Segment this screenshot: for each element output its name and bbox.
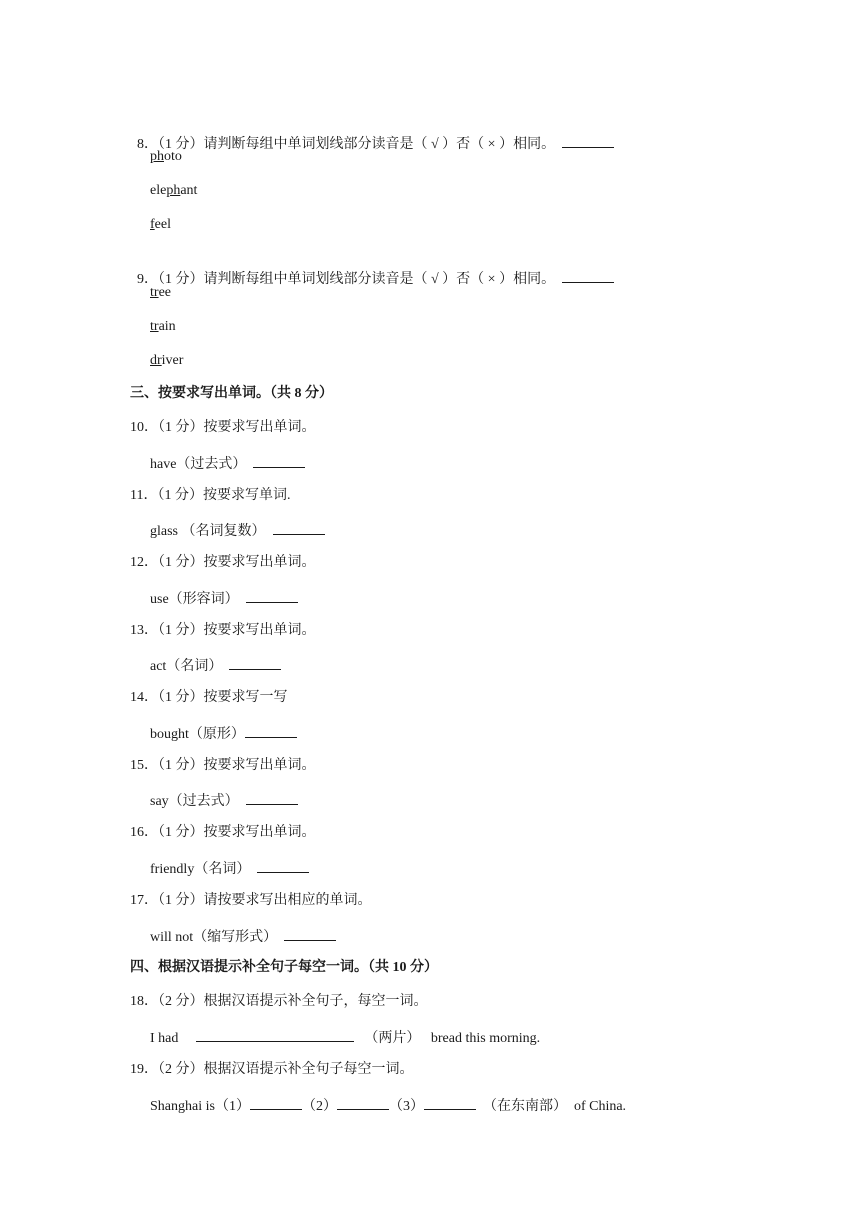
answer-blank[interactable]	[562, 133, 614, 148]
question-19: 19．（2 分）根据汉语提示补全句子每空一词。	[130, 1062, 414, 1077]
section-heading-3: 三、按要求写出单词。（共 8 分）	[130, 386, 333, 401]
answer-blank[interactable]	[273, 520, 325, 535]
answer-blank[interactable]	[257, 858, 309, 873]
question-15: 15．（1 分）按要求写出单词。	[130, 758, 316, 773]
question-14: 14．（1 分）按要求写一写	[130, 690, 288, 705]
sentence-line: I had （两片） bread this morning.	[150, 1027, 540, 1048]
answer-blank[interactable]	[245, 723, 297, 738]
answer-blank[interactable]	[246, 588, 298, 603]
question-number: 8．	[137, 137, 158, 152]
question-text: （1 分）请判断每组中单词划线部分读音是（ √ ）否（ × ）相同。	[158, 272, 556, 287]
question-13: 13．（1 分）按要求写出单词。	[130, 623, 316, 638]
word-prompt: bought（原形）	[150, 723, 297, 744]
sentence-line: Shanghai is（1） （2） （3） （在东南部） of China.	[150, 1095, 626, 1116]
word-prompt: use（形容词）	[150, 588, 298, 609]
answer-blank-1[interactable]	[250, 1095, 302, 1110]
answer-blank[interactable]	[253, 453, 305, 468]
answer-blank-3[interactable]	[424, 1095, 476, 1110]
underlined-part: f	[150, 217, 155, 232]
word-prompt: will not（缩写形式）	[150, 926, 336, 947]
word-item: photo	[150, 149, 182, 164]
question-8	[130, 115, 614, 154]
section-heading-4: 四、根据汉语提示补全句子每空一词。（共 10 分）	[130, 960, 438, 975]
word-prompt: have（过去式）	[150, 453, 305, 474]
answer-blank[interactable]	[562, 268, 614, 283]
question-11: 11．（1 分）按要求写单词.	[130, 488, 291, 503]
question-18: 18．（2 分）根据汉语提示补全句子，每空一词。	[130, 994, 428, 1009]
answer-blank[interactable]	[196, 1027, 354, 1042]
word-item: train	[150, 319, 176, 334]
word-item: elephant	[150, 183, 198, 198]
answer-blank[interactable]	[246, 790, 298, 805]
word-item: feel	[150, 217, 171, 232]
question-17: 17．（1 分）请按要求写出相应的单词。	[130, 893, 372, 908]
question-number: 9．	[137, 272, 158, 287]
answer-blank[interactable]	[284, 926, 336, 941]
word-prompt: glass （名词复数）	[150, 520, 325, 541]
question-text: （1 分）请判断每组中单词划线部分读音是（ √ ）否（ × ）相同。	[158, 137, 556, 152]
word-prompt: act（名词）	[150, 655, 281, 676]
answer-blank[interactable]	[229, 655, 281, 670]
word-item: tree	[150, 285, 171, 300]
underlined-part: ph	[166, 183, 181, 198]
word-prompt: friendly（名词）	[150, 858, 309, 879]
word-prompt: say（过去式）	[150, 790, 298, 811]
underlined-part: tr	[150, 319, 159, 334]
question-9	[130, 250, 614, 289]
question-12: 12．（1 分）按要求写出单词。	[130, 555, 316, 570]
underlined-part: tr	[150, 285, 159, 300]
question-16: 16．（1 分）按要求写出单词。	[130, 825, 316, 840]
question-10: 10．（1 分）按要求写出单词。	[130, 420, 316, 435]
underlined-part: dr	[150, 353, 162, 368]
word-item: driver	[150, 353, 184, 368]
answer-blank-2[interactable]	[337, 1095, 389, 1110]
underlined-part: ph	[150, 149, 164, 164]
